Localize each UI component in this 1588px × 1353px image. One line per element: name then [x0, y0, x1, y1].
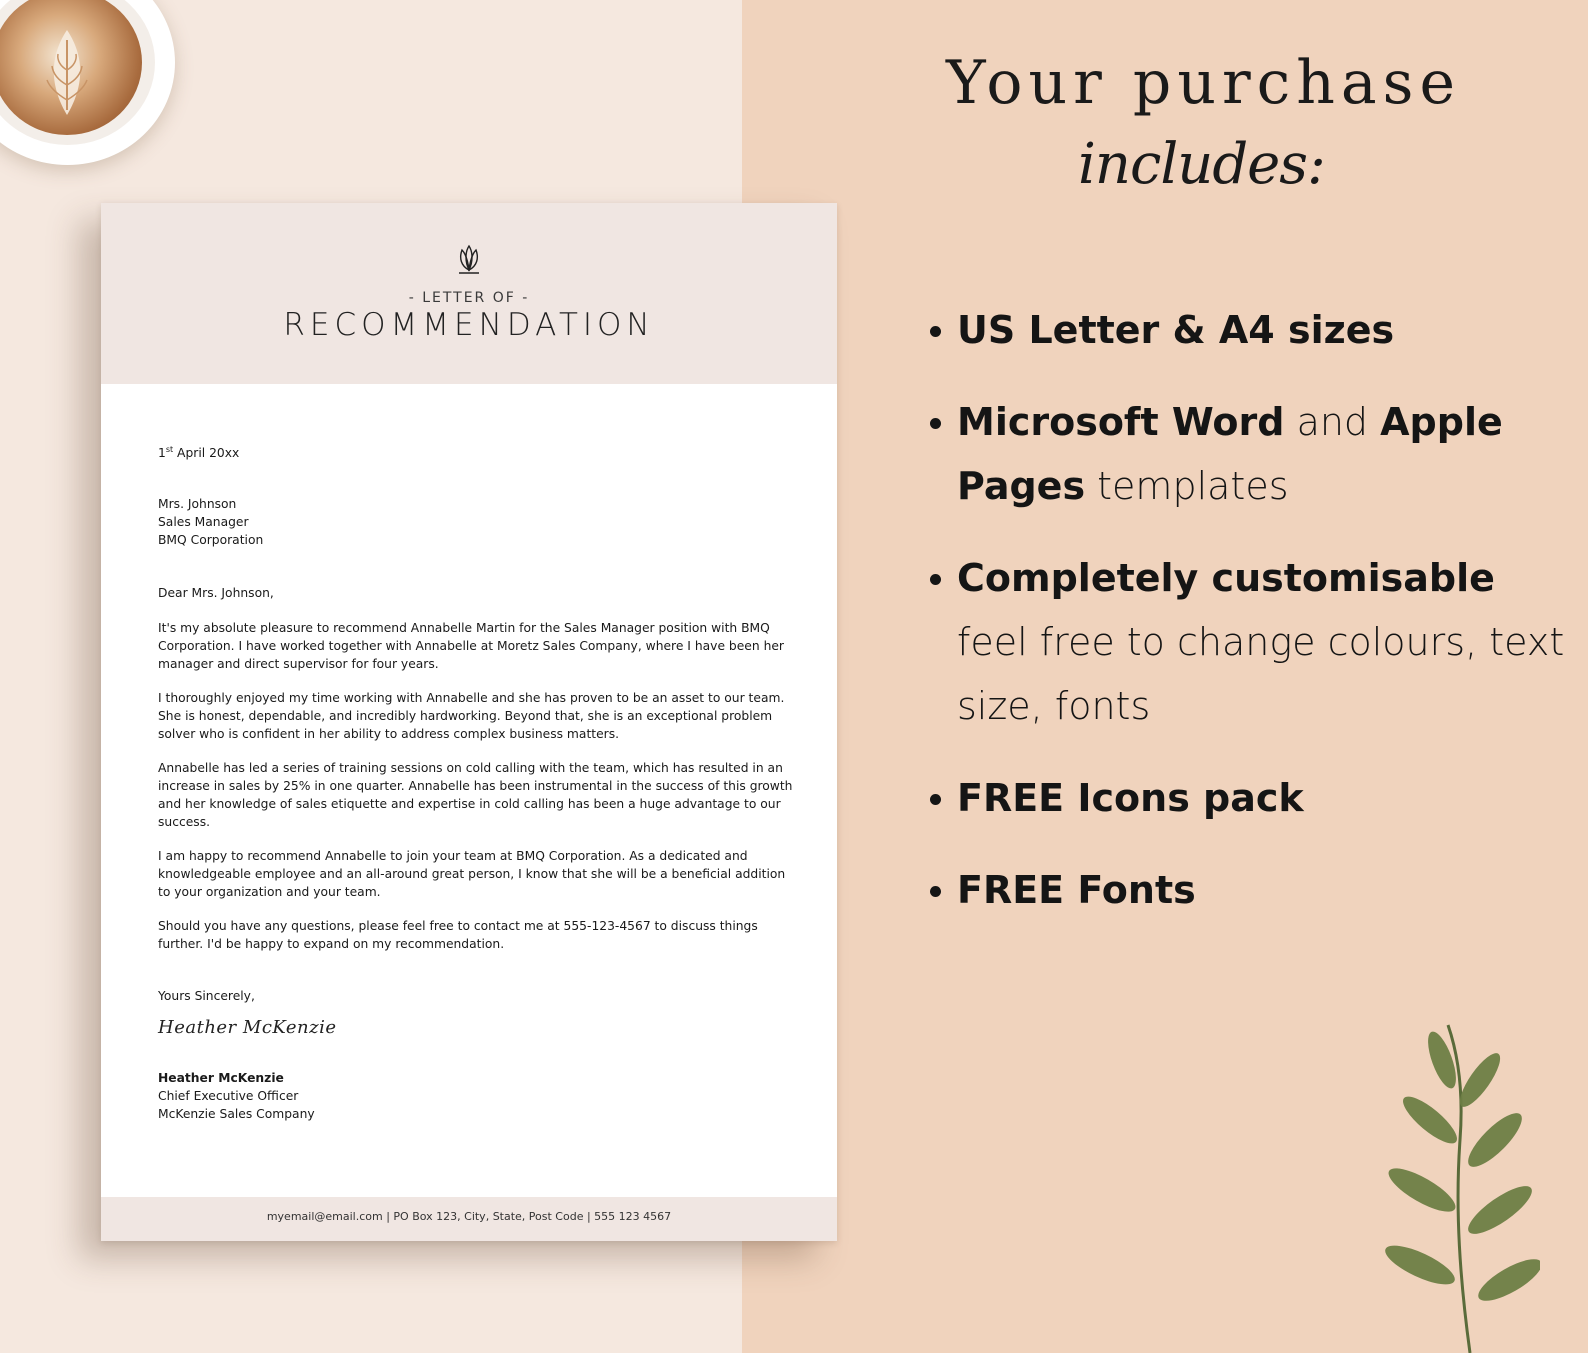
handwritten-signature: Heather McKenzie	[158, 1017, 337, 1038]
feature-bold: FREE Icons pack	[957, 776, 1304, 820]
sender-block	[158, 1069, 798, 1123]
lotus-logo-icon	[451, 244, 487, 276]
sender-company: McKenzie Sales Company	[158, 1107, 315, 1121]
paragraph: Should you have any questions, please feel free to contact me at 555-123-4567 to discuss things further. I'd be happy to expand on my recommendation.	[158, 919, 758, 951]
panel-script-subtitle: includes:	[1078, 132, 1325, 197]
sender-name: Heather McKenzie	[158, 1071, 284, 1085]
feature-text: and	[1284, 400, 1381, 444]
letter-document	[101, 203, 837, 1241]
recipient-name: Mrs. Johnson	[158, 497, 237, 511]
feature-bold: Apple Pages	[957, 400, 1503, 508]
feature-item	[930, 298, 1570, 362]
feature-bold: Microsoft Word	[957, 400, 1285, 444]
feature-list	[930, 298, 1570, 950]
feature-bold: Completely customisable	[957, 556, 1495, 600]
feature-item	[930, 390, 1570, 518]
recipient-role: Sales Manager	[158, 515, 249, 529]
closing: Yours Sincerely,	[158, 989, 255, 1003]
letter-eyebrow: - LETTER OF -	[408, 290, 530, 306]
sender-title: Chief Executive Officer	[158, 1089, 299, 1103]
recipient-company: BMQ Corporation	[158, 533, 264, 547]
letter-title: RECOMMENDATION	[283, 307, 655, 343]
latte-art-icon	[0, 0, 142, 135]
plant-sprig-image	[1360, 1020, 1540, 1353]
letter-footer-band	[101, 1197, 837, 1241]
paragraph: It's my absolute pleasure to recommend Annabelle Martin for the Sales Manager position with BMQ Corporation. I have worked together with Annabelle at Moretz Sales Company, where I have been her manager and direct supervisor for four years.	[158, 621, 784, 671]
feature-item	[930, 546, 1570, 738]
panel-headline: Your purchase	[946, 48, 1461, 118]
feature-item	[930, 766, 1570, 830]
feature-text: feel free to change colours, text size, fonts	[957, 620, 1565, 728]
recipient-block	[158, 495, 798, 549]
letter-date: 1st April 20xx	[158, 445, 240, 461]
feature-bold: FREE Fonts	[957, 868, 1196, 912]
feature-item	[930, 858, 1570, 922]
paragraph: I am happy to recommend Annabelle to join your team at BMQ Corporation. As a dedicated and knowledgeable employee and an all-around great person, I know that she will be a beneficial addition to your organization and your team.	[158, 849, 786, 899]
paragraph: Annabelle has led a series of training sessions on cold calling with the team, which has resulted in an increase in sales by 25% in one quarter. Annabelle has been instrumental in the success of this growth and her knowledge of sales etiquette and expertise in cold calling has been a huge advantage to our success.	[158, 761, 793, 829]
footer-contact: myemail@email.com | PO Box 123, City, State, Post Code | 555 123 4567	[266, 1210, 672, 1223]
salutation: Dear Mrs. Johnson,	[158, 586, 274, 600]
feature-text: templates	[1085, 464, 1289, 508]
paragraph: I thoroughly enjoyed my time working with Annabelle and she has proven to be an asset to our team. She is honest, dependable, and incredibly hardworking. Beyond that, she is an exceptional problem solver who is confident in her ability to address complex business matters.	[158, 691, 785, 741]
feature-bold: US Letter & A4 sizes	[957, 308, 1395, 352]
letter-header-band	[101, 203, 837, 384]
